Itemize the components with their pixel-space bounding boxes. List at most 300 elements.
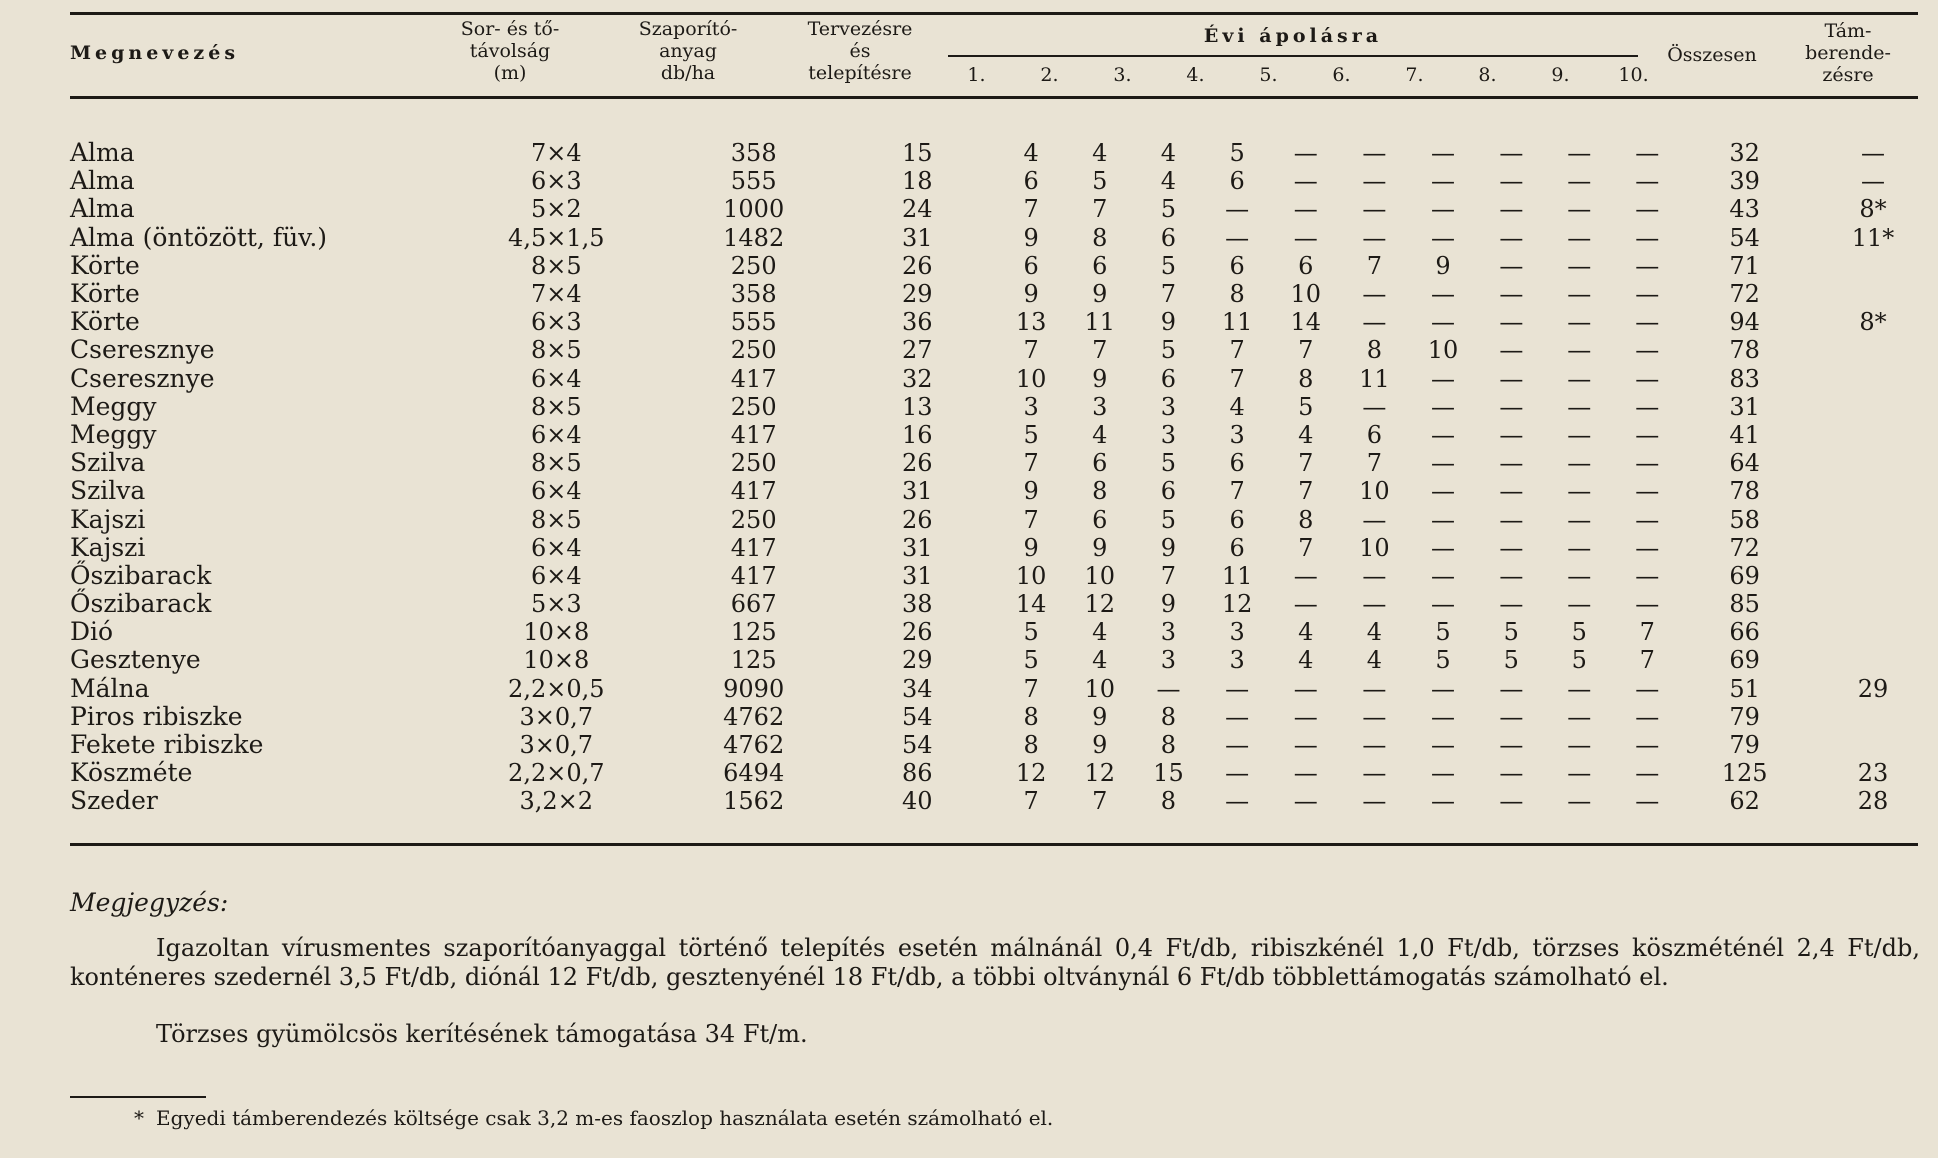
cell-year-5: 5: [1298, 392, 1314, 421]
cell-year-2: 7: [1092, 195, 1108, 224]
cell-sor-tavolsag: 7×4: [530, 280, 582, 309]
cell-tamberendezes: [1808, 731, 1938, 759]
cell-name: Dió: [70, 617, 114, 647]
cell-osszesen: 72: [1729, 533, 1760, 562]
cell-year-8: —: [1499, 787, 1524, 816]
cell-year-5: —: [1293, 590, 1318, 619]
top-rule: [70, 12, 1918, 15]
cell-year-9: —: [1567, 787, 1592, 816]
table-row: [70, 703, 1938, 731]
cell-tervezes: 32: [901, 364, 933, 393]
cell-year-5: —: [1293, 167, 1318, 196]
cell-year-5: 4: [1298, 618, 1314, 647]
cell-tervezes: 26: [901, 251, 933, 280]
cell-year-9: —: [1567, 420, 1592, 449]
cell-name: Szeder: [70, 786, 158, 816]
cell-year-7: 10: [1427, 336, 1459, 365]
cell-year-3: 5: [1160, 505, 1177, 534]
cell-year-3: 4: [1160, 167, 1177, 196]
cell-year-4: —: [1225, 787, 1250, 816]
cell-year-4: 6: [1229, 251, 1245, 280]
cell-name: Őszibarack: [70, 589, 212, 619]
cell-tervezes: 54: [901, 702, 933, 731]
cell-name: Meggy: [70, 391, 157, 421]
header-sor-tavolsag: [420, 18, 600, 84]
note-paragraph-2: Törzses gyümölcsös kerítésének támogatása 34 Ft/m.: [156, 1020, 808, 1048]
cell-year-5: —: [1293, 787, 1318, 816]
cell-year-8: —: [1499, 590, 1524, 619]
cell-year-6: 11: [1359, 364, 1390, 393]
cell-szaporito: 250: [730, 251, 777, 280]
cell-year-5: —: [1293, 139, 1318, 168]
cell-tamberendezes: [1808, 703, 1938, 731]
cell-szaporito: 358: [730, 280, 777, 309]
cell-year-2: 9: [1092, 702, 1108, 731]
cell-szaporito: 4762: [723, 731, 785, 760]
cell-sor-tavolsag: 8×5: [530, 449, 582, 478]
cell-year-8: —: [1499, 167, 1524, 196]
cell-year-8: —: [1499, 505, 1524, 534]
cell-year-9: —: [1567, 280, 1592, 309]
header-sor-tavolsag-line1: Sor- és tő-: [460, 18, 560, 40]
cell-year-1: 9: [1023, 280, 1039, 309]
evi-apolasra-underline: [948, 55, 1638, 57]
header-szaporito: [608, 18, 768, 84]
cell-year-5: 14: [1290, 308, 1321, 337]
cell-name: Alma: [70, 138, 135, 168]
cell-osszesen: 51: [1729, 674, 1760, 703]
cell-year-3: 8: [1160, 731, 1177, 760]
cell-year-7: —: [1431, 449, 1455, 478]
cell-year-6: —: [1362, 223, 1387, 252]
cell-sor-tavolsag: 7×4: [530, 139, 582, 168]
cell-year-8: —: [1499, 195, 1524, 224]
cell-year-8: —: [1499, 420, 1524, 449]
cell-year-6: —: [1362, 561, 1387, 590]
cell-year-8: —: [1499, 251, 1524, 280]
table-row: [70, 308, 1938, 336]
cell-year-1: 7: [1023, 195, 1039, 224]
cell-year-7: —: [1431, 533, 1455, 562]
cell-year-2: 4: [1092, 618, 1108, 647]
table-body: [70, 139, 1938, 816]
cell-year-6: 7: [1366, 449, 1382, 478]
cell-year-6: —: [1362, 590, 1387, 619]
table-row: [70, 646, 1938, 674]
cell-year-4: 7: [1229, 364, 1245, 393]
cell-tervezes: 15: [901, 139, 933, 168]
cell-osszesen: 64: [1729, 449, 1760, 478]
cell-tamberendezes: —: [1860, 139, 1885, 168]
cell-year-4: —: [1225, 195, 1250, 224]
cell-szaporito: 1000: [723, 195, 785, 224]
cell-year-5: 7: [1298, 533, 1314, 562]
footnote-rule: [70, 1096, 206, 1098]
cell-tamberendezes: —: [1860, 167, 1885, 196]
cell-name: Köszméte: [70, 758, 193, 788]
cell-year-4: 11: [1221, 561, 1253, 590]
cell-year-7: 5: [1435, 618, 1451, 647]
cell-name: Alma: [70, 194, 135, 224]
cell-tervezes: 16: [901, 420, 933, 449]
cell-year-7: 5: [1435, 646, 1451, 675]
cell-year-1: 7: [1023, 787, 1039, 816]
cell-szaporito: 417: [730, 533, 777, 562]
cell-osszesen: 39: [1729, 167, 1760, 196]
header-year: 6.: [1332, 64, 1351, 86]
cell-tervezes: 26: [901, 505, 933, 534]
cell-year-2: 9: [1092, 731, 1108, 760]
cell-year-8: —: [1499, 336, 1524, 365]
note-paragraph-1: Igazoltan vírusmentes szaporítóanyaggal történő telepítés esetén málnánál 0,4 Ft/db, ribiszkénél 1,0 Ft/db, törzses köszméténél 2,4 Ft/db, konténeres szedernél 3,5 Ft/db, diónál 12 Ft/db, gesztenyénél 18 Ft/db, a többi oltványnál 6 Ft/db többlettámogatás számolható el.: [70, 934, 1920, 991]
header-bottom-rule: [70, 96, 1918, 99]
table-bottom-rule: [70, 843, 1918, 846]
cell-year-8: 5: [1503, 646, 1519, 675]
cell-year-2: 12: [1084, 590, 1116, 619]
cell-year-4: —: [1225, 674, 1250, 703]
cell-year-1: 6: [1023, 251, 1039, 280]
table-row: [70, 280, 1938, 308]
cell-sor-tavolsag: 6×3: [530, 308, 582, 337]
cell-tamberendezes: [1808, 280, 1938, 308]
cell-sor-tavolsag: 10×8: [523, 618, 590, 647]
cell-osszesen: 94: [1729, 308, 1760, 337]
cell-year-2: 4: [1092, 646, 1108, 675]
cell-year-1: 7: [1023, 674, 1039, 703]
cell-year-1: 5: [1023, 420, 1039, 449]
footnote-text: Egyedi támberendezés költsége csak 3,2 m-es faoszlop használata esetén számolható el.: [156, 1106, 1054, 1130]
cell-year-7: —: [1431, 280, 1455, 309]
cell-tamberendezes: [1808, 646, 1938, 674]
cell-year-9: —: [1567, 505, 1592, 534]
cell-year-5: 7: [1298, 477, 1314, 506]
cell-year-2: 6: [1092, 505, 1108, 534]
header-tamberendezes-line3: zésre: [1822, 64, 1874, 86]
cell-year-1: 13: [1015, 308, 1047, 337]
cell-year-10: —: [1635, 139, 1660, 168]
cell-tervezes: 18: [901, 167, 933, 196]
cell-sor-tavolsag: 8×5: [530, 505, 582, 534]
cell-year-5: 4: [1298, 420, 1314, 449]
cell-year-5: 10: [1290, 280, 1321, 309]
cell-name: Gesztenye: [70, 645, 201, 675]
cell-year-2: 3: [1092, 392, 1108, 421]
cell-year-5: 8: [1298, 505, 1314, 534]
cell-tamberendezes: [1808, 562, 1938, 590]
cell-year-6: —: [1362, 308, 1387, 337]
cell-year-5: 8: [1298, 364, 1314, 393]
cell-year-3: 8: [1160, 787, 1177, 816]
cell-year-3: 6: [1160, 477, 1177, 506]
cell-year-4: 7: [1229, 336, 1245, 365]
cell-sor-tavolsag: 6×4: [530, 477, 582, 506]
cell-tervezes: 40: [901, 787, 933, 816]
cell-year-1: 7: [1023, 336, 1039, 365]
cell-year-3: 7: [1160, 561, 1177, 590]
cell-year-10: —: [1635, 759, 1660, 788]
header-year: 4.: [1186, 64, 1205, 86]
cell-year-5: —: [1293, 702, 1318, 731]
cell-year-9: —: [1567, 731, 1592, 760]
cell-year-8: —: [1499, 449, 1524, 478]
cell-szaporito: 250: [730, 505, 777, 534]
cell-year-2: 6: [1092, 251, 1108, 280]
cell-sor-tavolsag: 8×5: [530, 392, 582, 421]
cell-szaporito: 125: [730, 618, 777, 647]
cell-year-1: 5: [1023, 618, 1039, 647]
cell-year-8: —: [1499, 561, 1524, 590]
cell-sor-tavolsag: 3×0,7: [519, 702, 594, 731]
cell-osszesen: 54: [1729, 223, 1760, 252]
cell-sor-tavolsag: 6×4: [530, 533, 582, 562]
cell-year-7: —: [1431, 674, 1455, 703]
cell-tamberendezes: [1808, 365, 1938, 393]
cell-name: Málna: [70, 673, 150, 703]
cell-year-6: 10: [1359, 477, 1390, 506]
cell-year-9: —: [1567, 139, 1592, 168]
cell-name: Cseresznye: [70, 335, 215, 365]
table-row: [70, 139, 1938, 167]
cell-tervezes: 29: [901, 280, 933, 309]
table-row: [70, 534, 1938, 562]
cell-year-7: —: [1431, 308, 1455, 337]
cell-year-10: —: [1635, 223, 1660, 252]
cell-tervezes: 29: [901, 646, 933, 675]
cell-year-4: 3: [1229, 420, 1245, 449]
cell-year-5: 6: [1298, 251, 1314, 280]
cell-sor-tavolsag: 2,2×0,5: [508, 674, 605, 703]
cell-year-1: 9: [1023, 477, 1039, 506]
cell-year-3: 3: [1160, 618, 1177, 647]
cell-year-2: 4: [1092, 139, 1108, 168]
table-row: [70, 731, 1938, 759]
cell-osszesen: 66: [1729, 618, 1760, 647]
cell-year-7: —: [1431, 590, 1455, 619]
cell-name: Fekete ribiszke: [70, 730, 264, 760]
header-osszesen: Összesen: [1667, 44, 1757, 66]
cell-tamberendezes: 28: [1857, 787, 1889, 816]
cell-year-10: —: [1635, 420, 1660, 449]
cell-year-4: 7: [1229, 477, 1245, 506]
cell-sor-tavolsag: 3×0,7: [519, 731, 594, 760]
cell-year-1: 3: [1023, 392, 1039, 421]
cell-year-10: —: [1635, 167, 1660, 196]
cell-year-1: 8: [1023, 702, 1039, 731]
cell-year-1: 4: [1023, 139, 1039, 168]
cell-year-7: —: [1431, 195, 1455, 224]
cell-name: Meggy: [70, 419, 157, 449]
cell-year-3: 5: [1160, 449, 1177, 478]
cell-osszesen: 32: [1729, 139, 1760, 168]
cell-tamberendezes: [1808, 393, 1938, 421]
cell-year-8: —: [1499, 477, 1524, 506]
cell-tamberendezes: [1808, 590, 1938, 618]
cell-year-10: —: [1635, 280, 1660, 309]
cell-year-6: 4: [1366, 646, 1382, 675]
cell-year-9: —: [1567, 477, 1592, 506]
cell-year-8: 5: [1503, 618, 1519, 647]
header-tervezes-line3: telepítésre: [808, 62, 912, 84]
cell-tamberendezes: [1808, 336, 1938, 364]
cell-year-9: —: [1567, 308, 1592, 337]
cell-year-7: —: [1431, 420, 1455, 449]
table-row: [70, 590, 1938, 618]
cell-tervezes: 26: [901, 618, 933, 647]
cell-year-6: 8: [1366, 336, 1382, 365]
cell-szaporito: 555: [730, 167, 777, 196]
cell-year-2: 6: [1092, 449, 1108, 478]
cell-sor-tavolsag: 5×3: [530, 590, 582, 619]
cell-year-9: —: [1567, 195, 1592, 224]
cell-tervezes: 38: [901, 590, 933, 619]
cell-year-6: —: [1362, 280, 1387, 309]
cell-year-2: 5: [1092, 167, 1108, 196]
cell-year-2: 11: [1084, 308, 1116, 337]
header-tamberendezes-line1: Tám-: [1824, 20, 1872, 42]
cell-year-10: —: [1635, 195, 1660, 224]
cell-name: Szilva: [70, 448, 146, 478]
cell-year-7: —: [1431, 561, 1455, 590]
header-year: 2.: [1040, 64, 1059, 86]
cell-tamberendezes: 29: [1857, 674, 1889, 703]
cell-name: Körte: [70, 307, 140, 337]
cell-year-9: —: [1567, 561, 1592, 590]
cell-name: Körte: [70, 279, 140, 309]
header-year: 1.: [967, 64, 986, 86]
cell-year-4: —: [1225, 223, 1250, 252]
cell-osszesen: 69: [1729, 561, 1760, 590]
cell-osszesen: 41: [1729, 420, 1760, 449]
cell-year-2: 8: [1092, 223, 1108, 252]
cell-szaporito: 667: [730, 590, 777, 619]
cell-year-6: —: [1362, 195, 1387, 224]
cell-year-4: —: [1225, 731, 1250, 760]
cell-osszesen: 125: [1721, 759, 1768, 788]
cell-tervezes: 31: [901, 477, 933, 506]
cell-year-10: 7: [1639, 618, 1655, 647]
cell-year-4: 6: [1229, 449, 1245, 478]
header-evi-apolasra: Évi ápolásra: [1203, 25, 1383, 47]
cell-year-6: 4: [1366, 618, 1382, 647]
cell-osszesen: 79: [1729, 731, 1760, 760]
cell-year-8: —: [1499, 139, 1524, 168]
cell-osszesen: 72: [1729, 280, 1760, 309]
cell-osszesen: 78: [1729, 477, 1760, 506]
cell-year-4: —: [1225, 759, 1250, 788]
cell-year-3: 7: [1160, 280, 1177, 309]
cell-szaporito: 358: [730, 139, 777, 168]
cell-sor-tavolsag: 3,2×2: [519, 787, 594, 816]
cell-year-9: 5: [1571, 646, 1587, 675]
cell-year-10: —: [1635, 787, 1660, 816]
cell-year-2: 10: [1084, 674, 1116, 703]
cell-sor-tavolsag: 8×5: [530, 251, 582, 280]
cell-osszesen: 79: [1729, 702, 1760, 731]
cell-year-10: —: [1635, 590, 1660, 619]
header-tamberendezes: [1778, 20, 1918, 86]
cell-year-1: 10: [1015, 561, 1047, 590]
cell-year-6: —: [1362, 731, 1387, 760]
cell-year-10: —: [1635, 308, 1660, 337]
cell-szaporito: 417: [730, 364, 777, 393]
cell-year-1: 8: [1023, 731, 1039, 760]
cell-year-10: —: [1635, 702, 1660, 731]
header-szaporito-line3: db/ha: [660, 62, 716, 84]
cell-year-8: —: [1499, 674, 1524, 703]
cell-name: Szilva: [70, 476, 146, 506]
cell-szaporito: 417: [730, 561, 777, 590]
cell-year-7: —: [1431, 702, 1455, 731]
cell-year-9: —: [1567, 223, 1592, 252]
cell-year-1: 9: [1023, 533, 1039, 562]
cell-year-6: 7: [1366, 251, 1382, 280]
cell-osszesen: 43: [1729, 195, 1760, 224]
cell-name: Körte: [70, 250, 140, 280]
cell-year-2: 9: [1092, 280, 1108, 309]
table-row: [70, 167, 1938, 195]
cell-year-4: 12: [1221, 590, 1253, 619]
cell-year-4: 11: [1221, 308, 1253, 337]
cell-year-7: 9: [1435, 251, 1451, 280]
cell-osszesen: 83: [1729, 364, 1760, 393]
cell-year-4: 6: [1229, 167, 1245, 196]
cell-sor-tavolsag: 6×4: [530, 364, 582, 393]
data-table: [70, 139, 1938, 816]
header-sor-tavolsag-line3: (m): [493, 62, 527, 84]
cell-tervezes: 26: [901, 449, 933, 478]
cell-name: Piros ribiszke: [70, 701, 243, 731]
cell-osszesen: 31: [1729, 392, 1760, 421]
cell-year-1: 10: [1015, 364, 1047, 393]
header-year: 9.: [1551, 64, 1570, 86]
cell-year-5: —: [1293, 674, 1318, 703]
cell-szaporito: 250: [730, 449, 777, 478]
cell-tamberendezes: 11*: [1851, 223, 1895, 252]
cell-tervezes: 31: [901, 561, 933, 590]
cell-osszesen: 58: [1729, 505, 1760, 534]
cell-year-4: 4: [1229, 392, 1245, 421]
cell-tamberendezes: [1808, 421, 1938, 449]
table-row: [70, 393, 1938, 421]
table-row: [70, 252, 1938, 280]
cell-year-6: —: [1362, 505, 1387, 534]
cell-tamberendezes: [1808, 252, 1938, 280]
header-year: 10.: [1618, 64, 1649, 86]
cell-year-4: 6: [1229, 533, 1245, 562]
cell-year-4: 5: [1229, 139, 1245, 168]
cell-year-9: —: [1567, 364, 1592, 393]
cell-year-2: 12: [1084, 759, 1116, 788]
table-row: [70, 195, 1938, 223]
cell-year-3: 8: [1160, 702, 1177, 731]
cell-osszesen: 71: [1729, 251, 1760, 280]
header-szaporito-line2: anyag: [659, 40, 717, 62]
cell-year-8: —: [1499, 280, 1524, 309]
cell-osszesen: 78: [1729, 336, 1760, 365]
cell-year-5: —: [1293, 759, 1318, 788]
cell-year-3: 5: [1160, 336, 1177, 365]
cell-year-10: —: [1635, 336, 1660, 365]
cell-year-4: 3: [1229, 618, 1245, 647]
cell-year-2: 7: [1092, 787, 1108, 816]
header-year: 8.: [1478, 64, 1497, 86]
cell-year-3: 9: [1160, 533, 1177, 562]
header-tamberendezes-line2: berende-: [1805, 42, 1891, 64]
cell-year-1: 7: [1023, 449, 1039, 478]
cell-year-6: —: [1362, 787, 1387, 816]
table-row: [70, 449, 1938, 477]
cell-tervezes: 13: [901, 392, 933, 421]
